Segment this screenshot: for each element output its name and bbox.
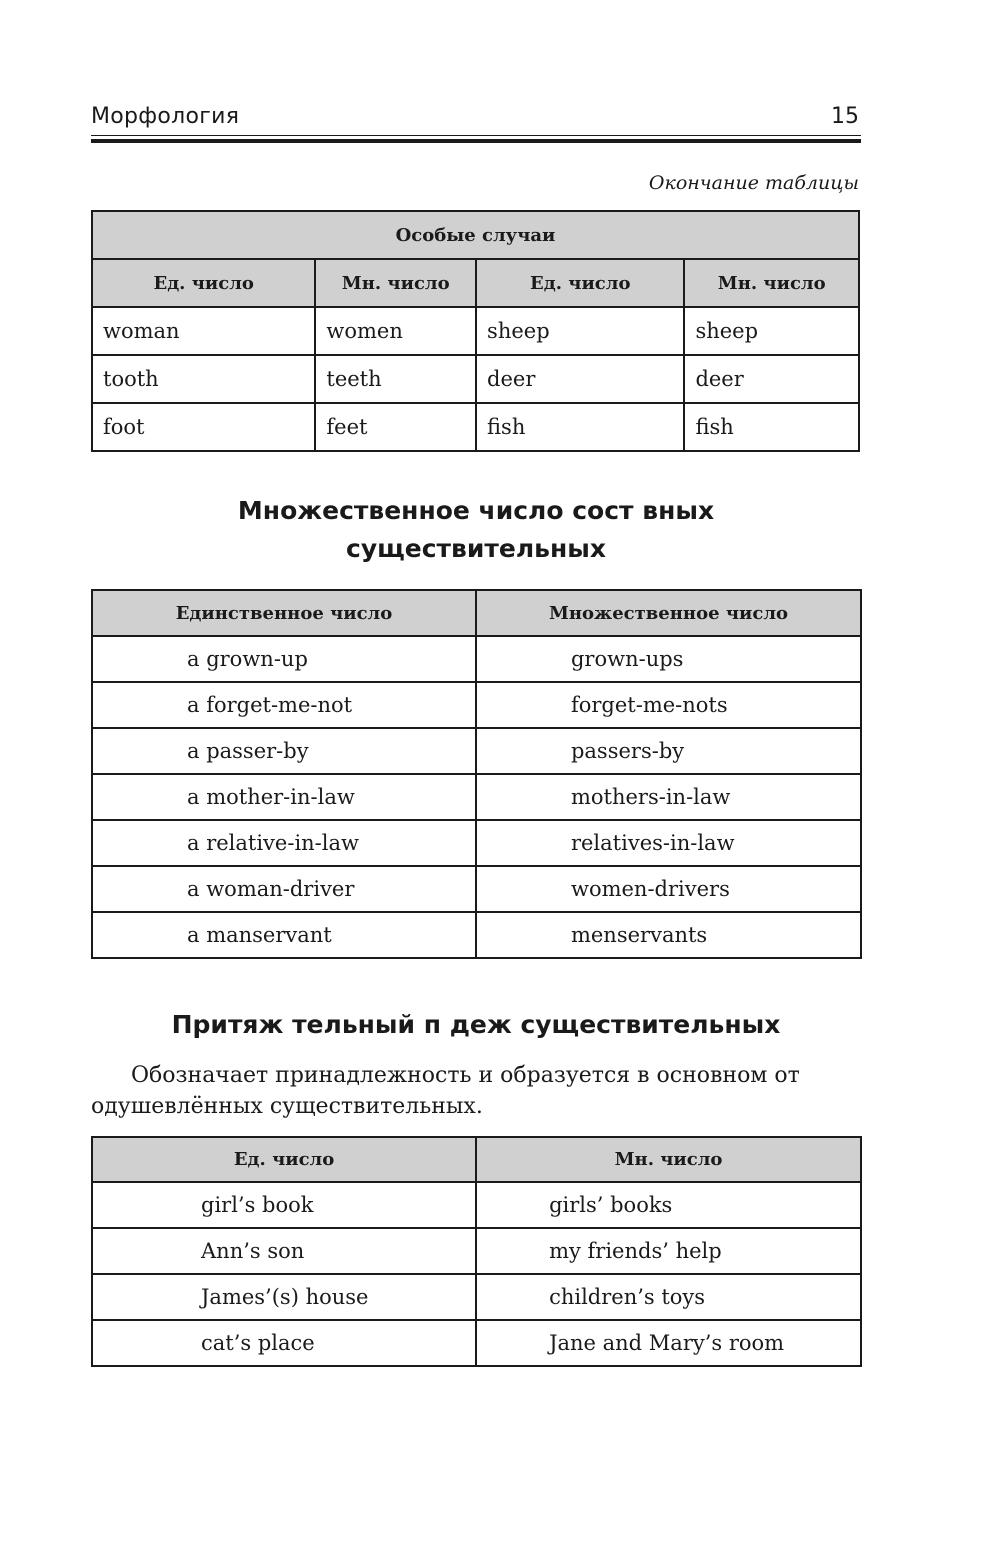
table-row — [92, 728, 861, 774]
running-header — [91, 104, 861, 134]
column-header: Ед. число — [92, 259, 315, 307]
table-cell: my friends’ help — [476, 1228, 861, 1274]
table-row — [92, 820, 861, 866]
table-cell: sheep — [476, 307, 684, 355]
column-header: Ед. число — [476, 259, 684, 307]
table-cell: deer — [684, 355, 859, 403]
table-cell: James’(s) house — [92, 1274, 476, 1320]
compound-nouns-table — [91, 589, 862, 959]
column-header: Ед. число — [92, 1137, 476, 1182]
table-row — [92, 307, 859, 355]
section-heading-compound — [91, 492, 861, 568]
table-cell: mothers-in-law — [476, 774, 861, 820]
table-cell: deer — [476, 355, 684, 403]
table-cell: a passer-by — [92, 728, 476, 774]
table-cell: a mother-in-law — [92, 774, 476, 820]
possessive-description — [91, 1060, 861, 1122]
table-continuation-note: Окончание таблицы — [648, 172, 859, 194]
section-heading-possessive: Притяж тельный п деж существительных — [171, 1010, 781, 1039]
table-cell: girl’s book — [92, 1182, 476, 1228]
table-row — [92, 912, 861, 958]
table-cell: a manservant — [92, 912, 476, 958]
table-cell: a woman-driver — [92, 866, 476, 912]
table-cell: girls’ books — [476, 1182, 861, 1228]
table-row — [92, 403, 859, 451]
table-cell: menservants — [476, 912, 861, 958]
possessive-table — [91, 1136, 862, 1367]
table-cell: passers-by — [476, 728, 861, 774]
table-row — [92, 774, 861, 820]
table-cell: feet — [315, 403, 476, 451]
table-row — [92, 355, 859, 403]
table-row — [92, 1274, 861, 1320]
table-cell: foot — [92, 403, 315, 451]
table-cell: teeth — [315, 355, 476, 403]
table-cell: woman — [92, 307, 315, 355]
table-cell: cat’s place — [92, 1320, 476, 1366]
column-header: Множественное число — [476, 590, 861, 636]
table-row — [92, 636, 861, 682]
table-caption: Особые случаи — [92, 211, 859, 259]
table-cell: grown-ups — [476, 636, 861, 682]
table-cell: a forget-me-not — [92, 682, 476, 728]
table-row — [92, 1182, 861, 1228]
table-cell: relatives-in-law — [476, 820, 861, 866]
column-header: Единственное число — [92, 590, 476, 636]
column-header: Мн. число — [684, 259, 859, 307]
header-rule-thick — [91, 139, 861, 143]
table-cell: tooth — [92, 355, 315, 403]
column-header: Мн. число — [476, 1137, 861, 1182]
paragraph-line: одушевлённых существительных. — [91, 1094, 483, 1119]
table-row — [92, 682, 861, 728]
table-cell: a grown-up — [92, 636, 476, 682]
special-cases-table — [91, 210, 860, 452]
table-cell: sheep — [684, 307, 859, 355]
table-cell: Ann’s son — [92, 1228, 476, 1274]
heading-line: Множественное число сост вных — [237, 496, 715, 525]
column-header: Мн. число — [315, 259, 476, 307]
table-cell: Jane and Mary’s room — [476, 1320, 861, 1366]
table-cell: a relative-in-law — [92, 820, 476, 866]
table-cell: forget-me-nots — [476, 682, 861, 728]
table-cell: fish — [476, 403, 684, 451]
heading-line: существительных — [346, 534, 606, 563]
table-cell: women-drivers — [476, 866, 861, 912]
page-number: 15 — [831, 104, 859, 129]
header-rule-thin — [91, 135, 861, 136]
table-row — [92, 1228, 861, 1274]
table-cell: children’s toys — [476, 1274, 861, 1320]
table-row — [92, 866, 861, 912]
paragraph-line: Обозначает принадлежность и образуется в основном от — [131, 1063, 800, 1088]
table-cell: women — [315, 307, 476, 355]
table-cell: fish — [684, 403, 859, 451]
table-row — [92, 1320, 861, 1366]
header-title: Морфология — [91, 104, 240, 129]
